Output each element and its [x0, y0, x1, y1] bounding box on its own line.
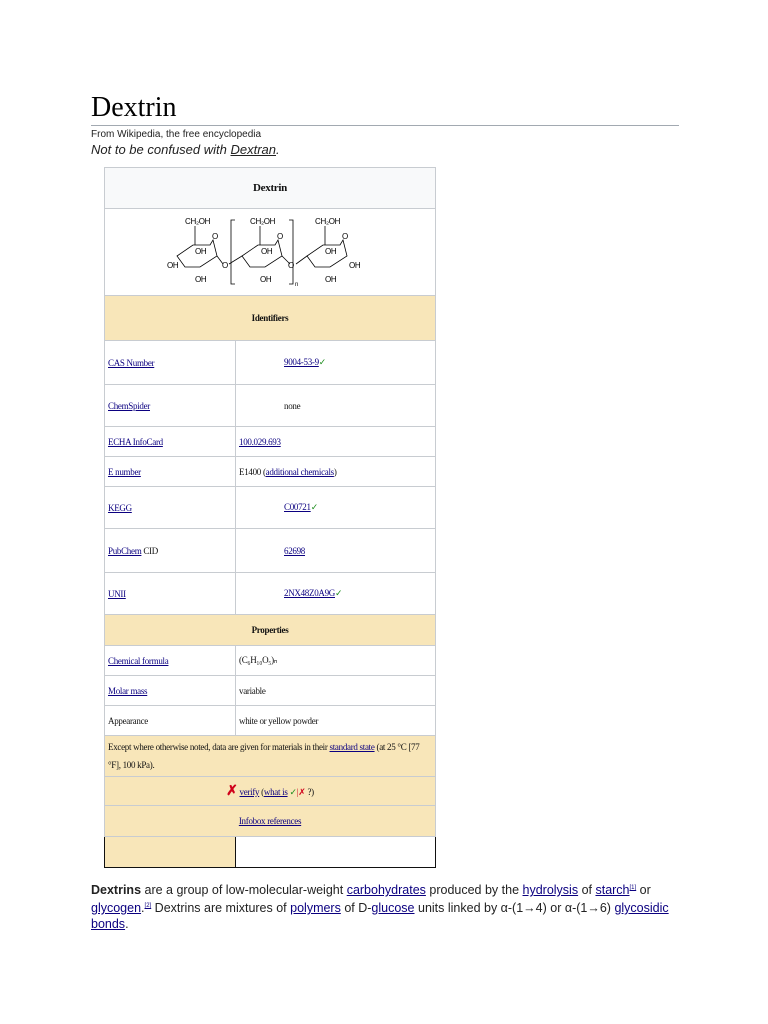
- hatnote: [91, 142, 280, 157]
- page-title: Dextrin: [91, 92, 177, 123]
- standard-state-note: [105, 736, 436, 777]
- unii-label: [105, 573, 236, 615]
- lead-paragraph: Dextrins are a group of low-molecular-weight carbohydrates produced by the hydrolysis of starch[1] or glycogen.[2] Dextrins are mixtures of polymers of D-glucose units linked by α-(1→4) or α-(1→6) glycosidic bonds.: [91, 883, 669, 932]
- infobox-references-link[interactable]: Infobox references: [238, 816, 302, 826]
- citation-1-link[interactable]: [1]: [629, 885, 637, 891]
- title-divider: [91, 125, 679, 126]
- pubchem-value-link[interactable]: 62698: [284, 545, 306, 556]
- note-prefix: Except where otherwise noted, data are given for materials in their: [108, 742, 330, 752]
- glucose-link[interactable]: glucose: [371, 901, 415, 916]
- verified-check-icon: ✓: [335, 588, 343, 598]
- identifier-row-unii: [105, 573, 436, 615]
- pubchem-value: [236, 529, 436, 573]
- infobox-references-row: [105, 806, 436, 837]
- cas-number-link[interactable]: CAS Number: [108, 357, 155, 368]
- pipe-separator: |: [296, 786, 299, 797]
- empty-cell-right: [236, 837, 436, 868]
- enumber-link[interactable]: E number: [108, 466, 141, 477]
- echa-value: [236, 427, 436, 457]
- check-icon: ✓: [287, 786, 297, 797]
- additional-chemicals-link[interactable]: additional chemicals: [265, 466, 334, 477]
- infobox: [104, 167, 436, 868]
- unii-value: [236, 573, 436, 615]
- echa-label: [105, 427, 236, 457]
- property-row-appearance: [105, 706, 436, 736]
- empty-row: [105, 837, 436, 868]
- svg-text:OH: OH: [349, 261, 361, 270]
- polymers-link[interactable]: polymers: [290, 901, 341, 916]
- verified-check-icon: ✓: [310, 502, 318, 512]
- kegg-value: [236, 487, 436, 529]
- svg-text:OH: OH: [167, 261, 179, 270]
- svg-text:OH: OH: [325, 247, 337, 256]
- carbohydrates-link[interactable]: carbohydrates: [346, 883, 426, 898]
- svg-text:O: O: [277, 232, 283, 241]
- appearance-value: white or yellow powder: [236, 706, 436, 736]
- molar-mass-label: [105, 676, 236, 706]
- hydrolysis-link[interactable]: hydrolysis: [522, 883, 579, 898]
- starch-link[interactable]: starch: [595, 883, 630, 898]
- chemical-formula-label: [105, 646, 236, 676]
- svg-text:CH₂OH: CH₂OH: [250, 217, 276, 226]
- svg-text:OH: OH: [195, 247, 207, 256]
- unii-link[interactable]: UNII: [108, 588, 126, 599]
- glycogen-link[interactable]: glycogen: [91, 901, 142, 916]
- kegg-label: [105, 487, 236, 529]
- chemical-formula-value: (C₆H₁₀O₅)ₙ: [236, 646, 436, 676]
- identifier-row-echa: [105, 427, 436, 457]
- chemspider-label: [105, 385, 236, 427]
- cas-number-label: [105, 341, 236, 385]
- cas-number-value-link[interactable]: 9004-53-9: [284, 357, 319, 367]
- property-row-molar-mass: [105, 676, 436, 706]
- unii-value-link[interactable]: 2NX48Z0A9G: [284, 588, 335, 598]
- verify-open: (: [259, 786, 264, 797]
- svg-text:OH: OH: [195, 275, 207, 284]
- citation-2-link[interactable]: [2]: [144, 903, 152, 910]
- verify-tail: ?): [305, 786, 314, 797]
- empty-cell-left: [105, 837, 236, 868]
- note-suffix: (at 25 °C [77 °F], 100 kPa).: [108, 742, 420, 770]
- svg-text:O: O: [288, 261, 294, 270]
- verify-link[interactable]: verify: [239, 786, 260, 797]
- identifier-row-chemspider: [105, 385, 436, 427]
- infobox-title: Dextrin: [105, 168, 436, 209]
- pubchem-label: [105, 529, 236, 573]
- identifier-row-enumber: [105, 457, 436, 487]
- identifier-row-pubchem: [105, 529, 436, 573]
- svg-text:O: O: [342, 232, 348, 241]
- pubchem-link[interactable]: PubChem: [108, 545, 142, 556]
- kegg-value-link[interactable]: C00721: [284, 502, 311, 512]
- svg-text:O: O: [222, 261, 228, 270]
- enumber-value-text: E1400: [239, 466, 261, 477]
- glycosidic-bonds-link[interactable]: glycosidic bonds: [91, 901, 669, 932]
- standard-state-link[interactable]: standard state: [329, 742, 375, 752]
- cas-number-value: [236, 341, 436, 385]
- lead-bold-term: Dextrins: [91, 883, 142, 898]
- echa-value-link[interactable]: 100.029.693: [239, 436, 281, 447]
- cross-icon: ✗: [226, 783, 238, 799]
- verify-row: [105, 777, 436, 806]
- verified-check-icon: ✓: [318, 357, 327, 367]
- echa-infocard-link[interactable]: ECHA InfoCard: [108, 436, 163, 447]
- svg-text:n: n: [295, 282, 299, 288]
- hatnote-suffix: .: [276, 142, 280, 157]
- kegg-link[interactable]: KEGG: [108, 502, 132, 513]
- structure-image-cell: [105, 209, 436, 296]
- molar-mass-link[interactable]: Molar mass: [108, 685, 148, 696]
- svg-text:OH: OH: [325, 275, 337, 284]
- chemspider-value: none: [236, 385, 436, 427]
- svg-text:OH: OH: [260, 275, 272, 284]
- pubchem-cid-suffix: CID: [141, 545, 158, 556]
- property-row-formula: [105, 646, 436, 676]
- what-is-link[interactable]: what is: [263, 786, 288, 797]
- enumber-label: [105, 457, 236, 487]
- svg-text:O: O: [212, 232, 218, 241]
- dextrin-structure-diagram: [165, 212, 375, 292]
- hatnote-prefix: Not to be confused with: [91, 142, 231, 157]
- molar-mass-value: variable: [236, 676, 436, 706]
- chemspider-link[interactable]: ChemSpider: [108, 400, 150, 411]
- appearance-label: Appearance: [105, 706, 236, 736]
- svg-text:OH: OH: [261, 247, 273, 256]
- small-cross-icon: ✗: [298, 786, 306, 797]
- identifier-row-kegg: [105, 487, 436, 529]
- enumber-value: E1400 (additional chemicals): [236, 457, 436, 487]
- site-tagline: From Wikipedia, the free encyclopedia: [91, 129, 262, 140]
- dextran-link[interactable]: Dextran: [230, 142, 277, 157]
- chemical-formula-link[interactable]: Chemical formula: [108, 655, 169, 666]
- svg-text:CH₂OH: CH₂OH: [185, 217, 211, 226]
- properties-header: Properties: [105, 615, 436, 646]
- identifier-row-cas: [105, 341, 436, 385]
- svg-text:CH₂OH: CH₂OH: [315, 217, 341, 226]
- identifiers-header: Identifiers: [105, 296, 436, 341]
